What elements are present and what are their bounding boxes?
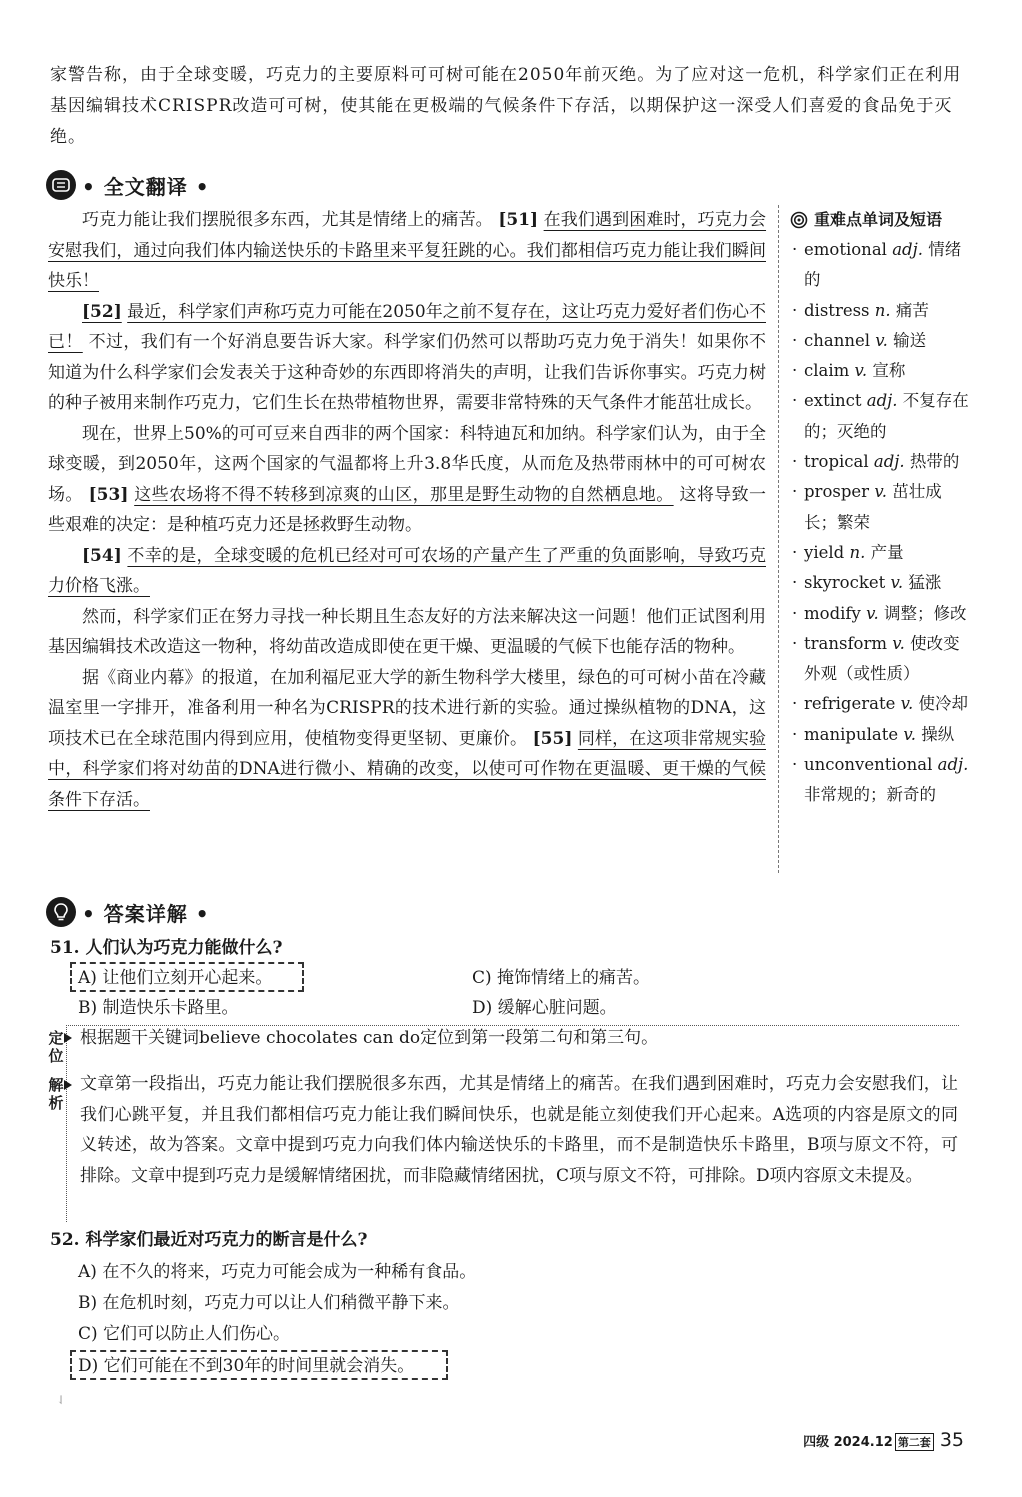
q51-option-d: D) 缓解心脏问题。 [472, 998, 617, 1018]
locate-label: 定 位 [48, 1029, 64, 1065]
translation-paragraph [48, 419, 766, 541]
vocab-pos: v. [854, 361, 868, 381]
vocab-pos: v. [892, 633, 905, 653]
vocab-pos: v. [875, 330, 888, 350]
arrow-icon [64, 1080, 72, 1090]
scan-mark: ⇃ [56, 1393, 67, 1407]
q51-option-a: A) 让他们立刻开心起来。 [78, 968, 273, 988]
vocab-item [790, 235, 970, 296]
vocab-meaning: 调整；修改 [883, 603, 967, 623]
q51-option-b: B) 制造快乐卡路里。 [78, 998, 239, 1018]
vocab-word: transform [804, 633, 888, 653]
q52-option-b: B) 在危机时刻，巧克力可以让人们稍微平静下来。 [78, 1293, 460, 1313]
vocab-title-text: 重难点单词及短语 [814, 210, 943, 229]
vocab-sidebar [790, 205, 970, 811]
analysis-label: 解 析 [48, 1076, 64, 1112]
vocab-meaning: 宣称 [872, 361, 906, 381]
vocab-pos: adj. [873, 452, 905, 472]
vocab-pos: adj. [866, 391, 898, 411]
document-lines-icon [46, 170, 76, 200]
question-marker: [52] [82, 301, 122, 322]
locate-text: 根据题干关键词believe chocolates can do定位到第一段第二句和第三句。 [80, 1028, 659, 1048]
question-52-stem: 52. 科学家们最近对巧克力的断言是什么? [50, 1230, 368, 1250]
vocab-word: modify [804, 603, 861, 623]
vocab-word: distress [804, 300, 870, 320]
q51-option-c: C) 掩饰情绪上的痛苦。 [472, 968, 651, 988]
plain-text: 据《商业内幕》的报道，在加利福尼亚大学的新生物科学大楼里，绿色的可可树小苗在冷藏温室里一字排开，准备利用一种名为CRISPR的技术进行新的实验。通过操纵植物的DNA，这项技术已在全球范围内得到应用，使植物变得更坚韧、更廉价。 [48, 667, 766, 749]
vocab-meaning: 猛涨 [908, 573, 942, 593]
plain-text: 这将导致一些艰难的决定：是种植巧克力还是拯救野生动物。 [48, 484, 767, 535]
vocab-pos: v. [903, 724, 916, 744]
vocab-pos: v. [866, 603, 879, 623]
question-marker: [54] [82, 545, 122, 566]
intro-paragraph: 家警告称，由于全球变暖，巧克力的主要原料可可树可能在2050年前灭绝。为了应对这一危机，科学家们正在利用基因编辑技术CRISPR改造可可树，使其能在更极端的气候条件下存活，以期保护这一深受人们喜爱的食品免于灭绝。 [50, 65, 962, 147]
q52-option-c: C) 它们可以防止人们伤心。 [78, 1324, 291, 1344]
question-marker: [51] [498, 210, 539, 230]
arrow-icon [64, 1033, 72, 1043]
vocab-item [790, 538, 970, 568]
vocab-meaning: 非常规的；新奇的 [804, 785, 936, 805]
vocab-pos: n. [849, 542, 866, 562]
translation-paragraph [48, 541, 766, 602]
answer-section-header [46, 897, 210, 927]
vocab-meaning: 茁壮成长；繁荣 [804, 482, 942, 532]
vocab-meaning: 情绪的 [804, 240, 962, 290]
vocab-meaning: 使冷却 [918, 694, 968, 714]
vocab-item [790, 386, 970, 447]
page-footer [803, 1429, 964, 1451]
vocab-meaning: 产量 [870, 542, 904, 562]
underlined-text: 在我们遇到困难时，巧克力会安慰我们，通过向我们体内输送快乐的卡路里来平复狂跳的心。我们都相信巧克力能让我们瞬间快乐！ [48, 210, 767, 291]
section-title: • 答案详解 • [82, 901, 210, 926]
translation-paragraph [48, 663, 766, 816]
section-title: • 全文翻译 • [82, 174, 210, 199]
translation-paragraph [48, 602, 766, 663]
vocab-item [790, 689, 970, 719]
analysis-text: 文章第一段指出，巧克力能让我们摆脱很多东西，尤其是情绪上的痛苦。在我们遇到困难时，巧克力会安慰我们，让我们心跳平复，并且我们都相信巧克力能让我们瞬间快乐，也就是能立刻使我们开心起来。A选项的内容是原文的同义转述，故为答案。文章中提到巧克力向我们体内输送快乐的卡路里，而不是制造快乐卡路里，B项与原文不符，可排除。文章中提到巧克力是缓解情绪困扰，而非隐藏情绪困扰，C项与原文不符，可排除。D项内容原文未提及。 [80, 1074, 958, 1186]
vocab-pos: adj. [937, 755, 969, 775]
q52-option-d: D) 它们可能在不到30年的时间里就会消失。 [78, 1356, 415, 1376]
vocab-word: extinct [804, 391, 862, 411]
vocab-word: prosper [804, 482, 870, 502]
q52-option-a: A) 在不久的将来，巧克力可能会成为一种稀有食品。 [78, 1262, 477, 1282]
vocab-item [790, 477, 970, 538]
vocab-pos: n. [874, 300, 891, 320]
vocab-item [790, 720, 970, 750]
footer-issue-badge: 第二套 [895, 1433, 934, 1451]
vocab-meaning: 痛苦 [895, 300, 929, 320]
underlined-text: 同样，在这项非常规实验中，科学家们将对幼苗的DNA进行微小、精确的改变，以使可可作物在更温暖、更干燥的气候条件下存活。 [48, 728, 766, 810]
vocab-item [790, 447, 970, 477]
vocab-word: claim [804, 361, 850, 381]
vocab-list [790, 235, 970, 811]
translation-paragraph [48, 297, 766, 419]
plain-text: 巧克力能让我们摆脱很多东西，尤其是情绪上的痛苦。 [82, 210, 493, 230]
vocab-pos: v. [890, 573, 904, 593]
vocab-title [790, 205, 970, 235]
vocab-word: skyrocket [804, 573, 886, 593]
vocab-item [790, 296, 970, 326]
lightbulb-icon [46, 897, 76, 927]
vocab-word: channel [804, 330, 870, 350]
vocab-pos: v. [874, 482, 887, 502]
translation-body [48, 205, 766, 815]
vocab-meaning: 操纵 [921, 724, 955, 744]
underlined-text: 这些农场将不得不转移到凉爽的山区，那里是野生动物的自然栖息地。 [134, 484, 674, 505]
vocab-item [790, 599, 970, 629]
question-51-stem: 51. 人们认为巧克力能做什么? [50, 938, 283, 958]
vocab-meaning: 使改变外观（或性质） [804, 633, 960, 684]
vocab-pos: adj. [892, 240, 923, 259]
vocab-item [790, 326, 970, 356]
plain-text: 然而，科学家们正在努力寻找一种长期且生态友好的方法来解决这一问题！他们正试图利用基因编辑技术改造这一物种，将幼苗改造成即使在更干燥、更温暖的气候下也能存活的物种。 [48, 606, 766, 657]
translation-section-header [46, 170, 210, 200]
vocab-word: emotional [804, 240, 887, 259]
vocab-item [790, 629, 970, 690]
vocab-meaning: 热带的 [909, 452, 960, 472]
page-number: 35 [939, 1429, 964, 1451]
translation-paragraph [48, 205, 766, 297]
vocab-meaning: 输送 [893, 330, 927, 350]
plain-text: 现在，世界上50%的可可豆来自西非的两个国家：科特迪瓦和加纳。科学家们认为，由于全球变暖，到2050年，这两个国家的气温都将上升3.8华氏度，从而危及热带雨林中的可可树农场。 [48, 423, 766, 505]
vocab-word: tropical [804, 452, 869, 472]
plain-text: 不过，我们有一个好消息要告诉大家。科学家们仍然可以帮助巧克力免于消失！如果你不知道为什么科学家们会发表关于这种奇妙的东西即将消失的声明，让我们告诉你事实。巧克力树的种子被用来制作巧克力，它们生长在热带植物世界，需要非常特殊的天气条件才能茁壮成长。 [48, 332, 767, 413]
vocab-word: refrigerate [804, 694, 896, 714]
question-marker: [53] [88, 484, 129, 505]
vocab-meaning: 不复存在的；灭绝的 [804, 391, 969, 441]
vocab-word: yield [804, 542, 845, 562]
vocab-word: manipulate [804, 724, 899, 744]
underlined-text: 不幸的是，全球变暖的危机已经对可可农场的产量产生了严重的负面影响，导致巧克力价格飞涨。 [48, 545, 766, 596]
footer-info: 四级 2024.12 [803, 1435, 893, 1450]
question-marker: [55] [532, 728, 573, 749]
column-divider [778, 205, 779, 873]
vocab-item [790, 356, 970, 386]
vocab-pos: v. [900, 694, 914, 714]
vocab-word: unconventional [804, 755, 933, 775]
target-icon [790, 211, 808, 229]
underlined-text: 最近，科学家们声称巧克力可能在2050年之前不复存在，这让巧克力爱好者们伤心不已！ [48, 301, 766, 352]
vocab-item [790, 750, 970, 811]
vocab-item [790, 568, 970, 598]
